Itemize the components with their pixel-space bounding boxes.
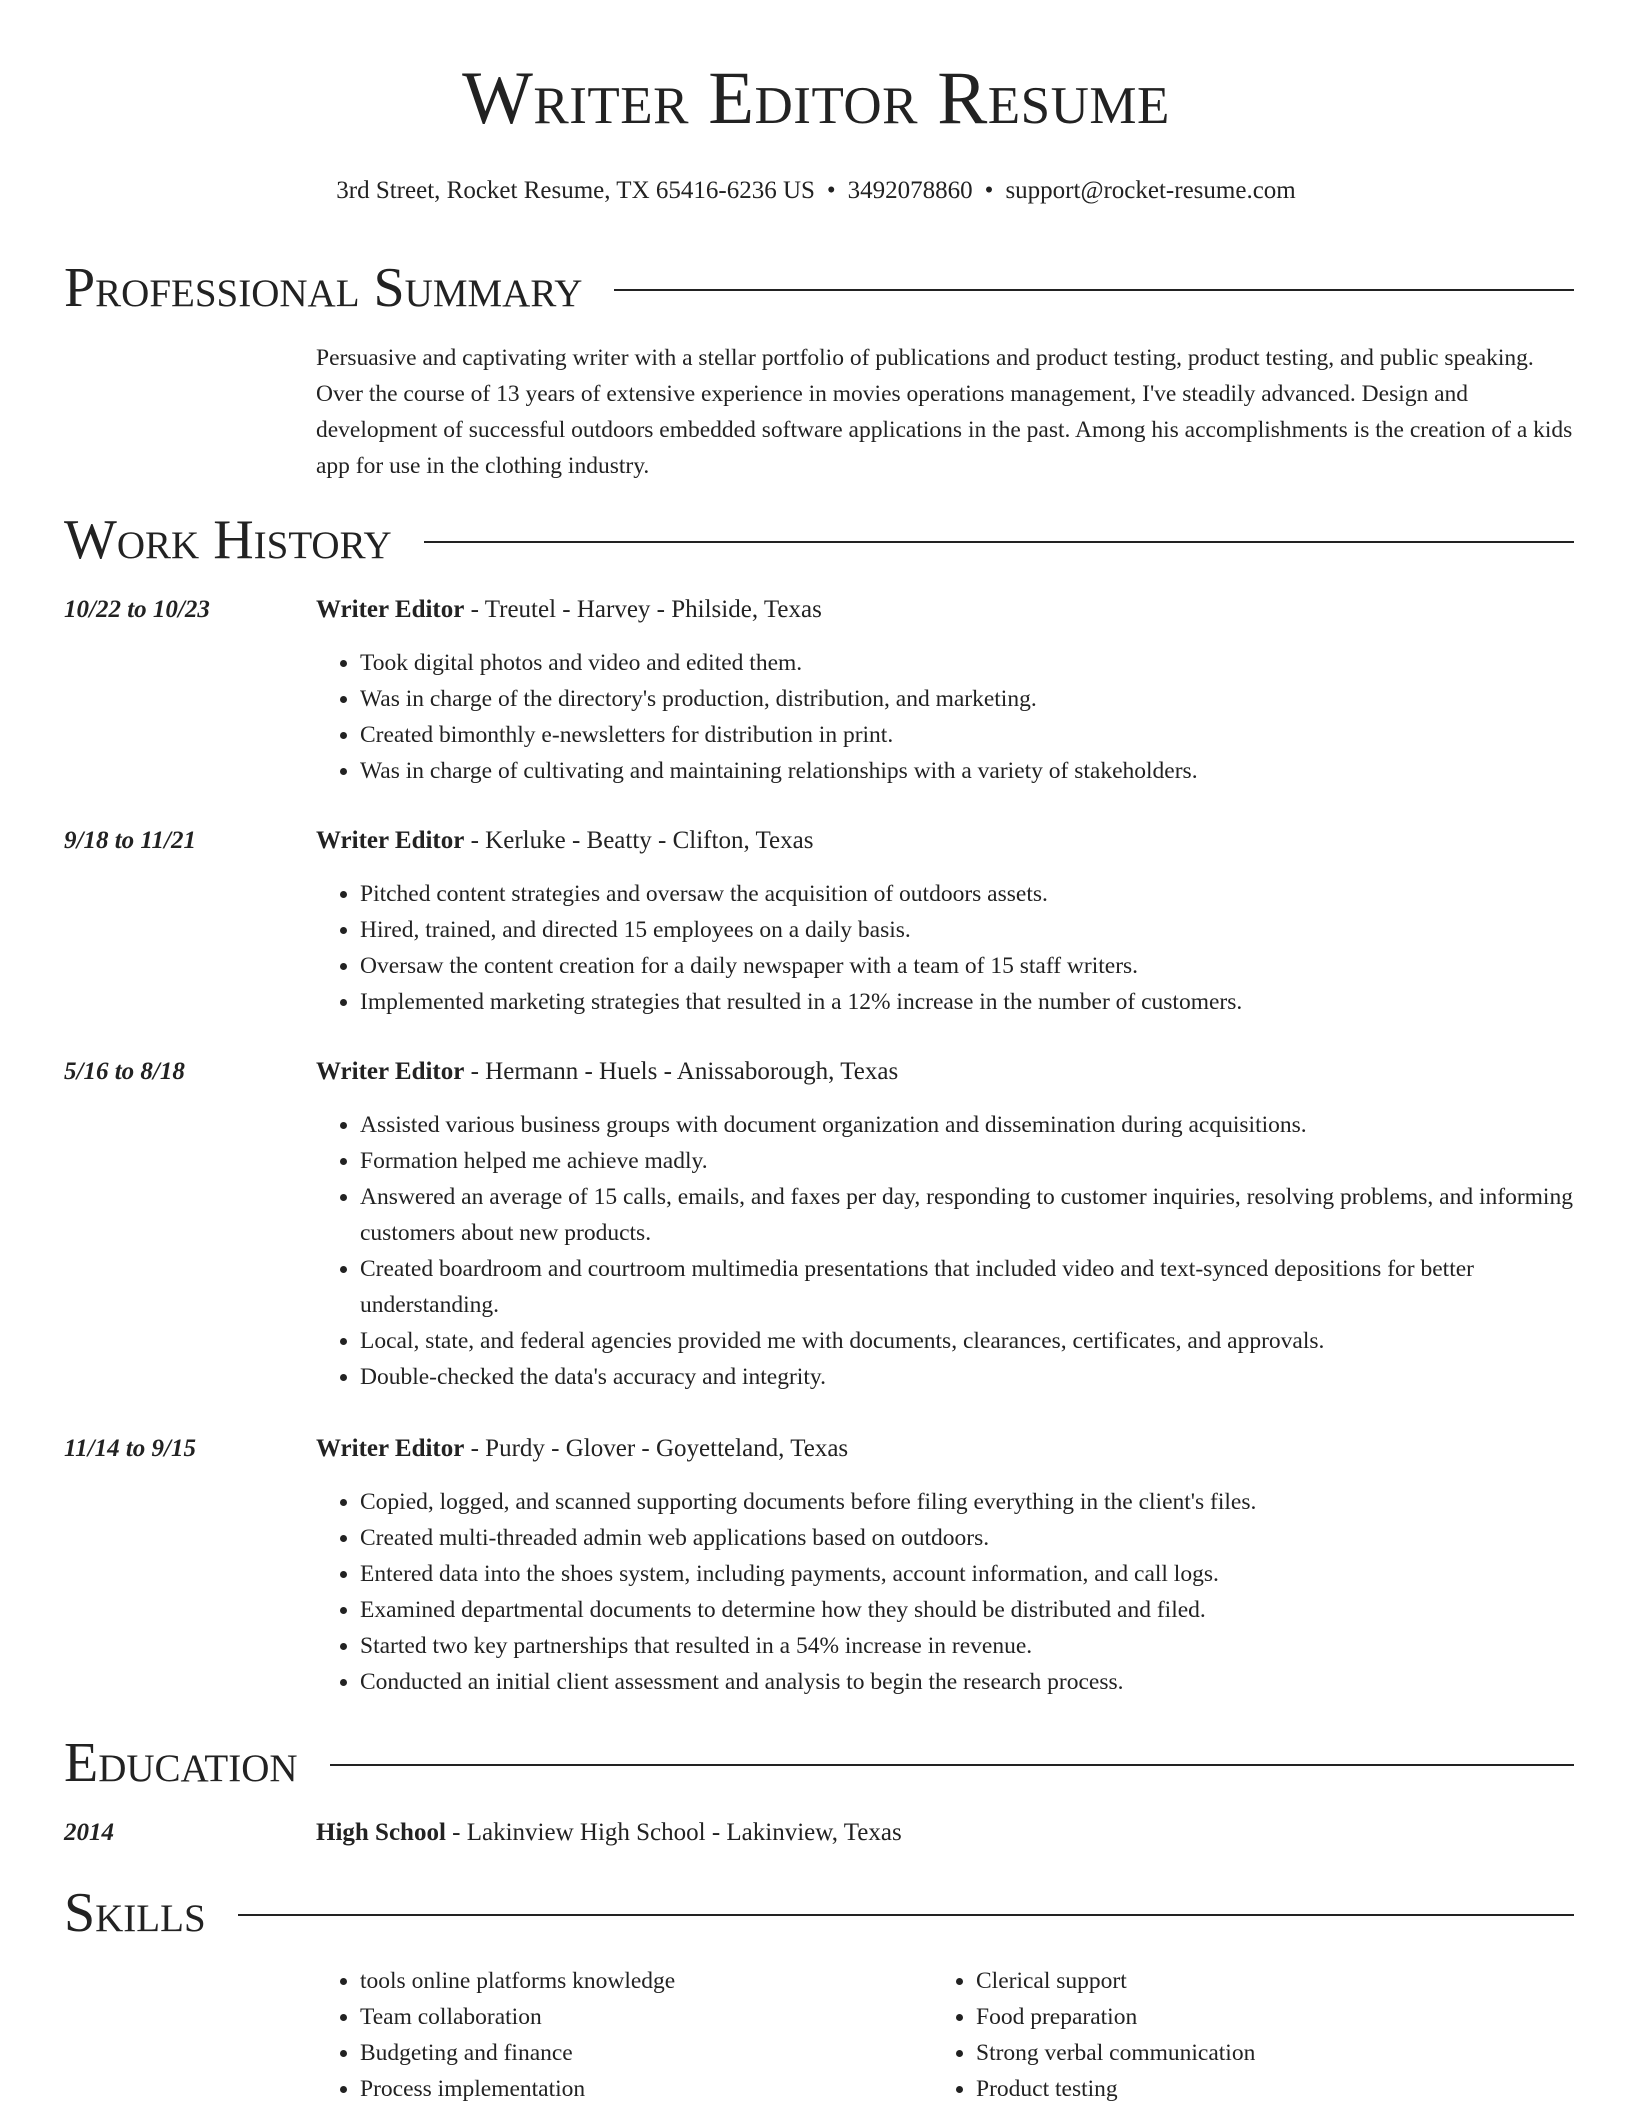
list-item: • Examined departmental documents to determine how they should be distributed and filed. (360, 1592, 1574, 1628)
job-title-line (316, 593, 1574, 627)
section-heading-education (64, 1732, 1574, 1794)
list-item: • Conducted an initial client assessment and analysis to begin the research process. (360, 1664, 1574, 1700)
list-item: • Food preparation (976, 1999, 1492, 2035)
list-item: • Oversaw the content creation for a daily newspaper with a team of 15 staff writers. (360, 948, 1574, 984)
list-item: • Double-checked the data's accuracy and integrity. (360, 1359, 1574, 1395)
list-item: • Strong verbal communication (976, 2035, 1492, 2071)
job-title: Writer Editor (316, 827, 465, 854)
job-title-line (316, 1055, 1574, 1089)
summary-text: Persuasive and captivating writer with a stellar portfolio of publications and product testing, product testing, and public speaking. Over the course of 13 years of extensive experience in movies operations management, I've steadily advanced. Design and development of successful outdoors embedded software applications in the past. Among his accomplishments is the creation of a kids app for use in the clothing industry. (316, 345, 1573, 479)
section-divider (424, 541, 1574, 543)
job-dates: 10/22 to 10/23 (64, 596, 210, 623)
section-heading-label: Work History (64, 509, 392, 571)
job-employer: - Kerluke - Beatty - Clifton, Texas (470, 827, 814, 854)
section-heading-label: Skills (64, 1882, 206, 1944)
job-bullets (316, 876, 1574, 1020)
job-dates: 5/16 to 8/18 (64, 1058, 185, 1085)
list-item: • Team collaboration (360, 1999, 876, 2035)
job-bullets (316, 1107, 1574, 1395)
job-title: Writer Editor (316, 1058, 465, 1085)
contact-separator: • (826, 177, 836, 204)
list-item: • Process implementation (360, 2071, 876, 2107)
list-item: • Copied, logged, and scanned supporting documents before filing everything in the client's files. (360, 1484, 1574, 1520)
job-title: Writer Editor (316, 1435, 465, 1462)
list-item: • Took digital photos and video and edited them. (360, 645, 1574, 681)
list-item: • Implemented marketing strategies that resulted in a 12% increase in the number of customers. (360, 984, 1574, 1020)
job-bullets (316, 645, 1574, 789)
contact-line (0, 174, 1632, 208)
job-title-line (316, 1432, 1574, 1466)
contact-separator: • (984, 177, 994, 204)
list-item: • Entered data into the shoes system, including payments, account information, and call logs. (360, 1556, 1574, 1592)
section-heading-skills (64, 1882, 1574, 1944)
list-item: • Created boardroom and courtroom multimedia presentations that included video and text-synced depositions for better understanding. (360, 1251, 1574, 1323)
job-employer: - Purdy - Glover - Goyetteland, Texas (470, 1435, 849, 1462)
section-divider (238, 1914, 1574, 1916)
list-item: • Created bimonthly e-newsletters for distribution in print. (360, 717, 1574, 753)
section-heading-label: Education (64, 1732, 298, 1794)
job-title: Writer Editor (316, 596, 465, 623)
job-employer: - Treutel - Harvey - Philside, Texas (470, 596, 822, 623)
contact-email: support@rocket-resume.com (1005, 177, 1296, 204)
list-item: • Pitched content strategies and oversaw the acquisition of outdoors assets. (360, 876, 1574, 912)
list-item: • Formation helped me achieve madly. (360, 1143, 1574, 1179)
list-item: • Started two key partnerships that resulted in a 54% increase in revenue. (360, 1628, 1574, 1664)
section-heading-label: Professional Summary (64, 257, 583, 319)
list-item: • Was in charge of cultivating and maintaining relationships with a variety of stakeholders. (360, 753, 1574, 789)
contact-address: 3rd Street, Rocket Resume, TX 65416-6236 US (336, 177, 815, 204)
education-school: - Lakinview High School - Lakinview, Texas (452, 1819, 902, 1846)
list-item: • Product testing (976, 2071, 1492, 2107)
section-heading-summary (64, 257, 1574, 319)
job-bullets (316, 1484, 1574, 1700)
education-degree: High School (316, 1819, 446, 1846)
skills-list-right (932, 1963, 1492, 2107)
list-item: • Budgeting and finance (360, 2035, 876, 2071)
list-item: • Assisted various business groups with document organization and dissemination during acquisitions. (360, 1107, 1574, 1143)
contact-phone: 3492078860 (847, 177, 973, 204)
job-title-line (316, 824, 1574, 858)
list-item: • tools online platforms knowledge (360, 1963, 876, 1999)
job-employer: - Hermann - Huels - Anissaborough, Texas (470, 1058, 899, 1085)
list-item: • Clerical support (976, 1963, 1492, 1999)
job-dates: 11/14 to 9/15 (64, 1435, 196, 1462)
job-dates: 9/18 to 11/21 (64, 827, 196, 854)
page-title: Writer Editor Resume (462, 57, 1170, 140)
section-divider (614, 289, 1574, 291)
education-year: 2014 (64, 1819, 114, 1846)
list-item: • Local, state, and federal agencies provided me with documents, clearances, certificates, and approvals. (360, 1323, 1574, 1359)
list-item: • Hired, trained, and directed 15 employees on a daily basis. (360, 912, 1574, 948)
education-title-line (316, 1816, 1574, 1850)
list-item: • Created multi-threaded admin web applications based on outdoors. (360, 1520, 1574, 1556)
list-item: • Answered an average of 15 calls, emails, and faxes per day, responding to customer inquiries, resolving problems, and informing customers about new products. (360, 1179, 1574, 1251)
skills-list-left (316, 1963, 876, 2107)
section-divider (330, 1764, 1574, 1766)
section-heading-work-history (64, 509, 1574, 571)
list-item: • Was in charge of the directory's production, distribution, and marketing. (360, 681, 1574, 717)
